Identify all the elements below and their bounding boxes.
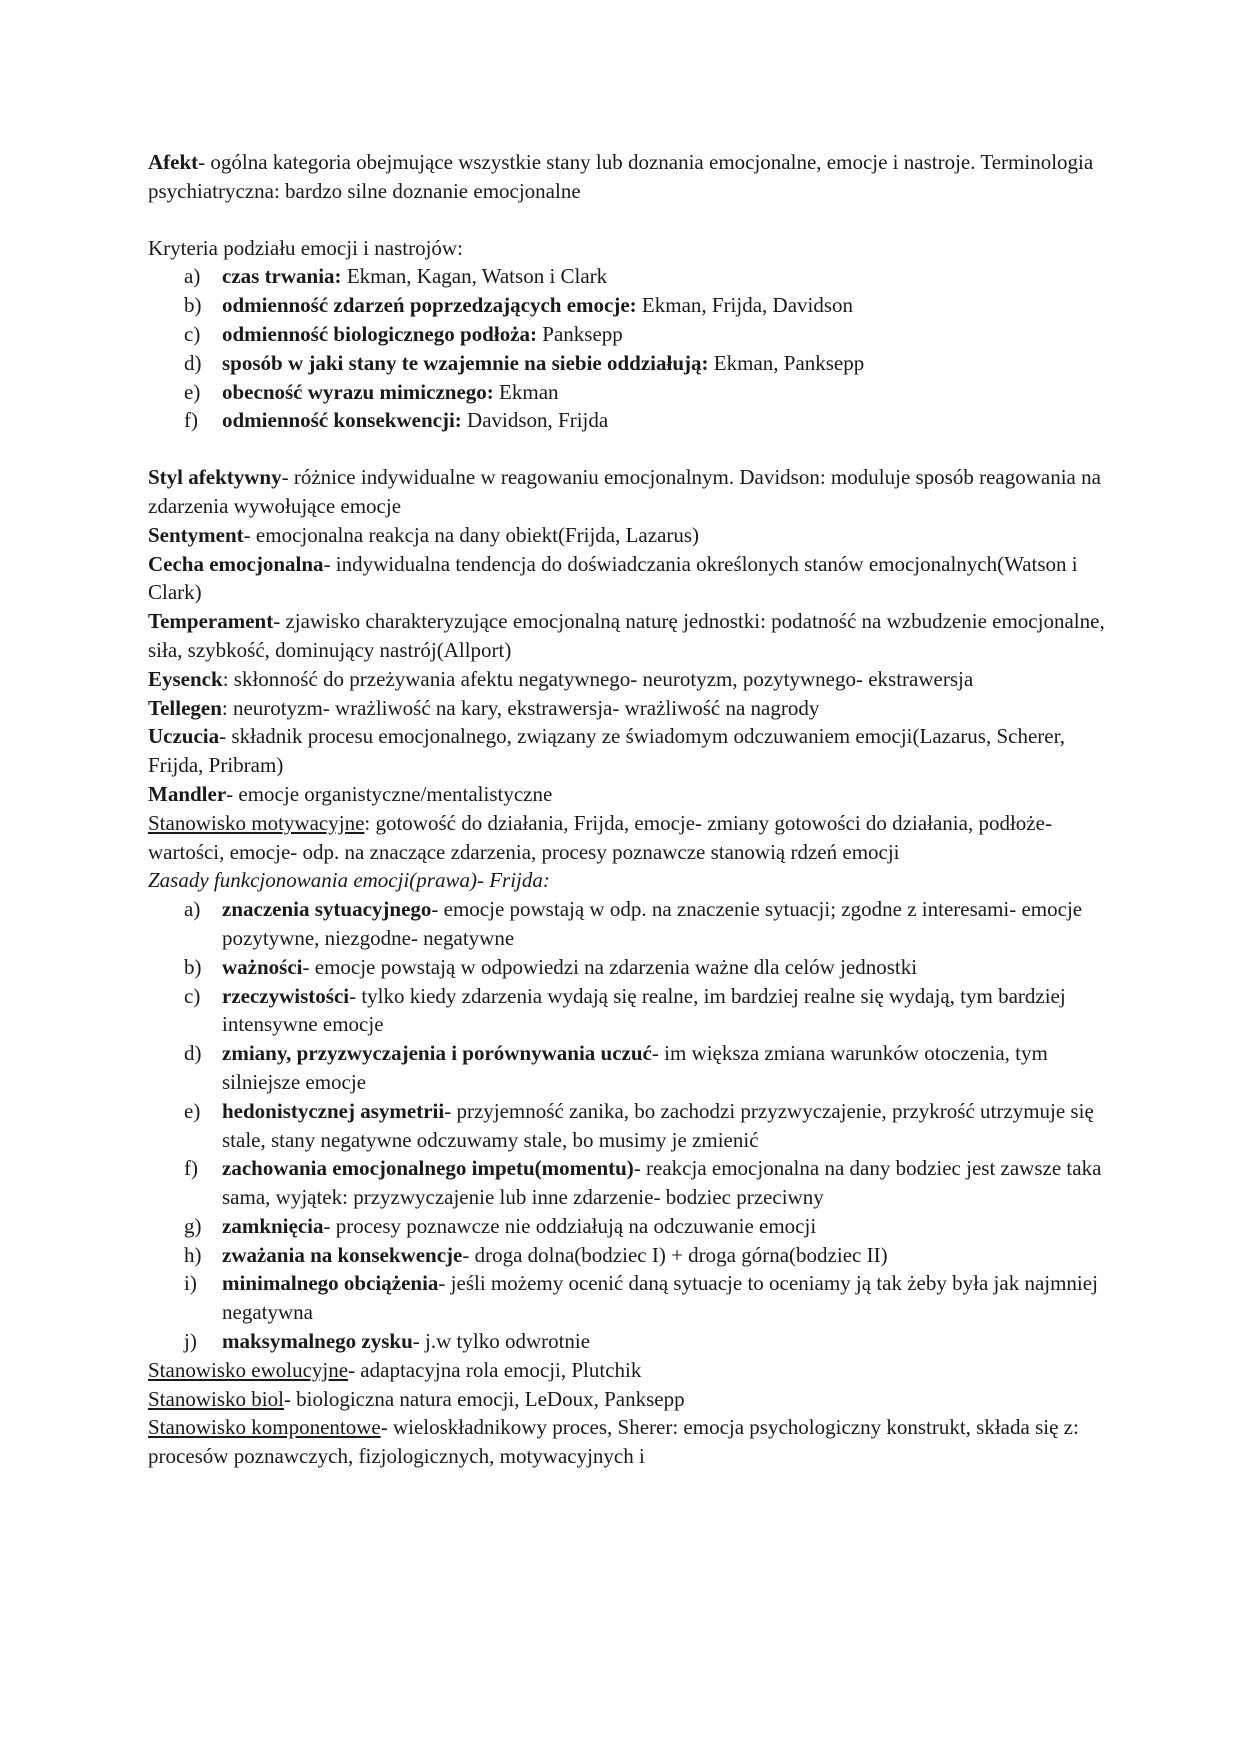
stanowisko-motywacyjne bbox=[148, 809, 1108, 867]
list-text: - im większa zmiana warunków otoczenia, tym silniejsze emocje bbox=[222, 1041, 1048, 1094]
list-text: - j.w tylko odwrotnie bbox=[412, 1329, 591, 1354]
definition-styl-afektywny bbox=[148, 463, 1108, 521]
definition-uczucia bbox=[148, 722, 1108, 780]
stanowisko-term: Stanowisko komponentowe bbox=[148, 1415, 381, 1440]
list-marker: j) bbox=[184, 1329, 197, 1354]
list-marker: b) bbox=[184, 293, 202, 318]
list-term: odmienność zdarzeń poprzedzających emocje: bbox=[222, 293, 637, 318]
definition-cecha-emocjonalna bbox=[148, 550, 1108, 608]
list-term: znaczenia sytuacyjnego bbox=[222, 897, 432, 922]
list-text: Ekman bbox=[493, 379, 559, 404]
list-item bbox=[148, 982, 1108, 1040]
definition-tellegen bbox=[148, 694, 1108, 723]
list-item bbox=[148, 953, 1108, 982]
definition-text: : neurotyzm- wrażliwość na kary, ekstrawersja- wrażliwość na nagrody bbox=[221, 695, 820, 720]
stanowisko-text: - adaptacyjna rola emocji, Plutchik bbox=[348, 1357, 642, 1382]
stanowisko-komponentowe bbox=[148, 1413, 1108, 1471]
definition-text: - indywidualna tendencja do doświadczania określonych stanów emocjonalnych(Watson i Clark) bbox=[148, 551, 1078, 605]
list-term: zamknięcia bbox=[222, 1213, 324, 1238]
list-marker: i) bbox=[184, 1271, 197, 1296]
list-term: zważania na konsekwencje bbox=[222, 1242, 463, 1267]
list-text: - reakcja emocjonalna na dany bodziec jest zawsze taka sama, wyjątek: przyzwyczajenie lub inne zdarzenie- bodziec przeciwny bbox=[222, 1156, 1102, 1210]
definition-text: - emocjonalna reakcja na dany obiekt(Frijda, Lazarus) bbox=[243, 522, 700, 547]
definition-text: - emocje organistyczne/mentalistyczne bbox=[226, 781, 553, 806]
stanowisko-term: Stanowisko motywacyjne bbox=[148, 810, 365, 835]
definition-term: Mandler bbox=[148, 781, 227, 806]
list-marker: c) bbox=[184, 983, 201, 1008]
list-item bbox=[148, 349, 1108, 378]
list-term: odmienność biologicznego podłoża: bbox=[222, 321, 538, 346]
list-term: maksymalnego zysku bbox=[222, 1329, 413, 1354]
list-marker: f) bbox=[184, 408, 198, 433]
list-marker: d) bbox=[184, 1041, 202, 1066]
list-term: ważności bbox=[222, 954, 303, 979]
list-text: - emocje powstają w odp. na znaczenie sytuacji; zgodne z interesami- emocje pozytywne, niezgodne- negatywne bbox=[222, 897, 1083, 950]
list-text: - emocje powstają w odpowiedzi na zdarzenia ważne dla celów jednostki bbox=[302, 954, 918, 979]
stanowisko-term: Stanowisko biol bbox=[148, 1386, 284, 1411]
definition-text: : skłonność do przeżywania afektu negatywnego- neurotyzm, pozytywnego- ekstrawersja bbox=[222, 666, 974, 691]
definition-term: Uczucia bbox=[148, 724, 220, 749]
list-item bbox=[148, 291, 1108, 320]
list-term: zmiany, przyzwyczajenia i porównywania uczuć bbox=[222, 1041, 652, 1066]
list-term: obecność wyrazu mimicznego: bbox=[222, 379, 494, 404]
stanowisko-term: Stanowisko ewolucyjne bbox=[148, 1357, 349, 1382]
definition-term: Sentyment bbox=[148, 522, 244, 547]
list-text: Ekman, Frijda, Davidson bbox=[636, 293, 854, 318]
definition-text: - składnik procesu emocjonalnego, związany ze świadomym odczuwaniem emocji(Lazarus, Scherer, Frijda, Pribram) bbox=[148, 724, 1065, 778]
list-item bbox=[148, 1327, 1108, 1356]
definition-afekt: - ogólna kategoria obejmujące wszystkie stany lub doznania emocjonalne, emocje i nastroje. Terminologia psychiatryczna: bardzo silne doznanie emocjonalne bbox=[148, 150, 1094, 203]
stanowisko-ewolucyjne bbox=[148, 1356, 1108, 1385]
list-marker: b) bbox=[184, 954, 202, 979]
list-item bbox=[148, 406, 1108, 435]
stanowisko-text: - wieloskładnikowy proces, Sherer: emocja psychologiczny konstrukt, składa się z: procesów poznawczych, fizjologicznych, motywacyjnych i bbox=[148, 1415, 1079, 1469]
list-item bbox=[148, 1212, 1108, 1241]
list-marker: h) bbox=[184, 1242, 202, 1267]
list-term: zachowania emocjonalnego impetu(momentu) bbox=[222, 1156, 634, 1181]
stanowisko-biol bbox=[148, 1385, 1108, 1414]
spacer bbox=[148, 206, 1108, 234]
document-page bbox=[148, 148, 1108, 1471]
list-marker: g) bbox=[184, 1213, 202, 1238]
list-item bbox=[148, 1154, 1108, 1212]
paragraph-afekt bbox=[148, 148, 1108, 206]
term-afekt: Afekt bbox=[148, 150, 199, 174]
criteria-list bbox=[148, 262, 1108, 435]
list-term: hedonistycznej asymetrii bbox=[222, 1098, 445, 1123]
list-text: Davidson, Frijda bbox=[461, 408, 609, 433]
definition-term: Tellegen bbox=[148, 695, 222, 720]
list-term: czas trwania: bbox=[222, 264, 342, 289]
list-text: - droga dolna(bodziec I) + droga górna(bodziec II) bbox=[462, 1242, 888, 1267]
definition-term: Temperament bbox=[148, 609, 274, 634]
definition-term: Cecha emocjonalna bbox=[148, 551, 324, 576]
zasady-heading: Zasady funkcjonowania emocji(prawa)- Frijda: bbox=[148, 868, 550, 893]
definition-text: - zjawisko charakteryzujące emocjonalną naturę jednostki: podatność na wzbudzenie emocjonalne, siła, szybkość, dominujący nastrój(Allport) bbox=[148, 609, 1105, 662]
list-term: odmienność konsekwencji: bbox=[222, 408, 462, 433]
list-text: - tylko kiedy zdarzenia wydają się realne, im bardziej realne się wydają, tym bardziej intensywne emocje bbox=[222, 983, 1066, 1037]
list-item bbox=[148, 1241, 1108, 1270]
list-text: Ekman, Kagan, Watson i Clark bbox=[341, 264, 608, 289]
list-text: Panksepp bbox=[537, 321, 623, 346]
definition-sentyment bbox=[148, 521, 1108, 550]
definition-term: Styl afektywny bbox=[148, 465, 282, 490]
definition-text: - różnice indywidualne w reagowaniu emocjonalnym. Davidson: moduluje sposób reagowania na zdarzenia wywołujące emocje bbox=[148, 465, 1101, 518]
list-text: - procesy poznawcze nie oddziałują na odczuwanie emocji bbox=[323, 1213, 817, 1238]
list-item bbox=[148, 262, 1108, 291]
definition-term: Eysenck bbox=[148, 666, 223, 691]
list-item bbox=[148, 378, 1108, 407]
list-marker: a) bbox=[184, 897, 201, 922]
list-item bbox=[148, 1269, 1108, 1327]
list-marker: e) bbox=[184, 1098, 201, 1123]
list-marker: a) bbox=[184, 264, 201, 289]
list-term: minimalnego obciążenia bbox=[222, 1271, 439, 1296]
list-term: rzeczywistości bbox=[222, 983, 350, 1008]
spacer bbox=[148, 435, 1108, 463]
list-text: Ekman, Panksepp bbox=[708, 350, 865, 375]
list-term: sposób w jaki stany te wzajemnie na siebie oddziałują: bbox=[222, 350, 709, 375]
stanowisko-text: : gotowość do działania, Frijda, emocje- zmiany gotowości do działania, podłoże-wartości, emocje- odp. na znaczące zdarzenia, procesy poznawcze stanowią rdzeń emocji bbox=[148, 810, 1052, 864]
list-item bbox=[148, 320, 1108, 349]
list-marker: c) bbox=[184, 321, 201, 346]
list-marker: f) bbox=[184, 1156, 198, 1181]
list-item bbox=[148, 1039, 1108, 1097]
zasady-list bbox=[148, 895, 1108, 1356]
list-item bbox=[148, 1097, 1108, 1155]
list-text: - jeśli możemy ocenić daną sytuacje to oceniamy ją tak żeby była jak najmniej negatywna bbox=[222, 1271, 1098, 1325]
definition-eysenck bbox=[148, 665, 1108, 694]
definition-mandler bbox=[148, 780, 1108, 809]
definition-temperament bbox=[148, 607, 1108, 665]
criteria-heading: Kryteria podziału emocji i nastrojów: bbox=[148, 235, 463, 260]
list-marker: e) bbox=[184, 379, 201, 404]
list-text: - przyjemność zanika, bo zachodzi przyzwyczajenie, przykrość utrzymuje się stale, stany negatywne odczuwamy stale, bo musimy je zmienić bbox=[222, 1098, 1094, 1152]
list-marker: d) bbox=[184, 350, 202, 375]
stanowisko-text: - biologiczna natura emocji, LeDoux, Panksepp bbox=[283, 1386, 685, 1411]
list-item bbox=[148, 895, 1108, 953]
